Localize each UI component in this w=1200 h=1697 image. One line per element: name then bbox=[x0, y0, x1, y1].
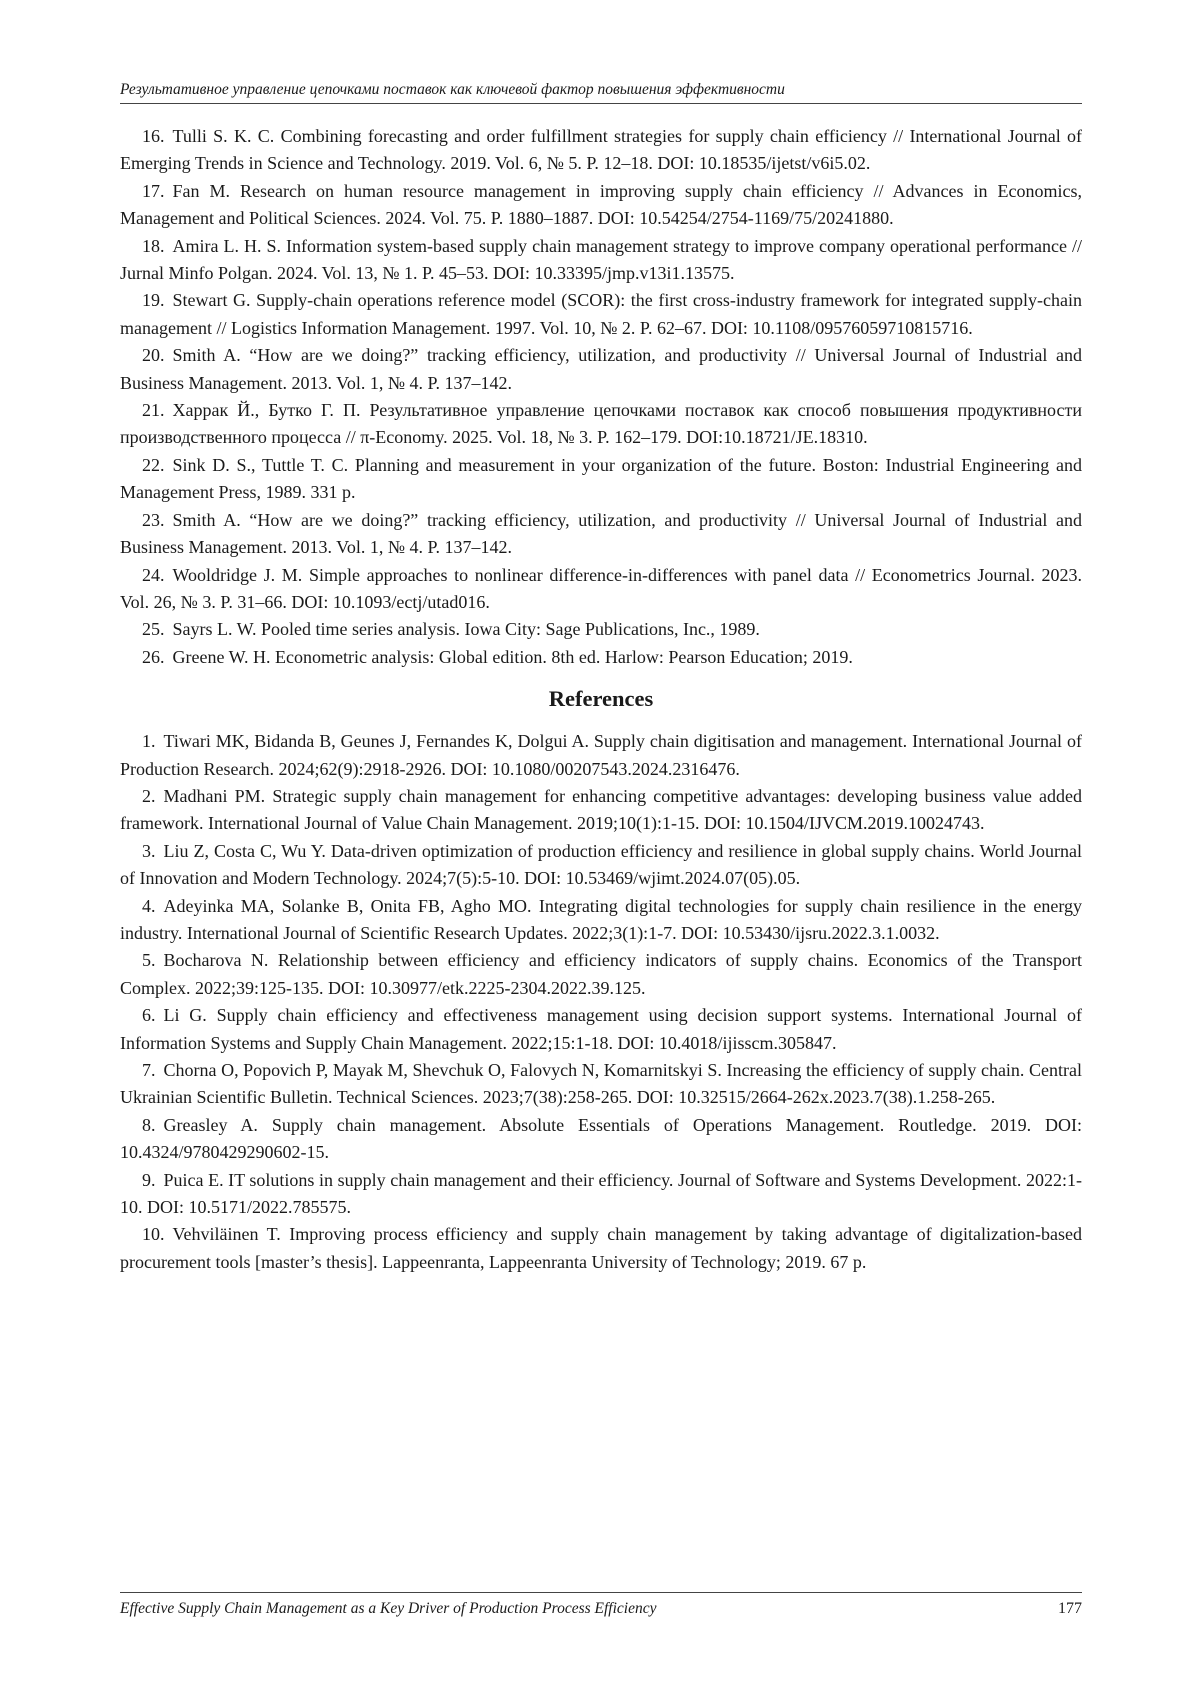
reference-text: Sayrs L. W. Pooled time series analysis. Iowa City: Sage Publications, Inc., 1989. bbox=[172, 619, 760, 640]
reference-entry bbox=[120, 616, 1082, 643]
page-body bbox=[120, 123, 1082, 1276]
reference-text: Wooldridge J. M. Simple approaches to nonlinear difference-in-differences with panel data // Econometrics Journal. 2023. Vol. 26, № 3. P. 31–66. DOI: 10.1093/ectj/utad016. bbox=[120, 564, 1082, 612]
reference-entry bbox=[120, 1057, 1082, 1112]
reference-number: 26. bbox=[142, 646, 165, 667]
reference-text: Adeyinka MA, Solanke B, Onita FB, Agho MO. Integrating digital technologies for supply chain resilience in the energy industry. International Journal of Scientific Research Updates. 2022;3(1):1-7. DOI: 10.53430/ijsru.2022.3.1.0032. bbox=[120, 895, 1082, 943]
reference-entry bbox=[120, 507, 1082, 562]
reference-text: Smith A. “How are we doing?” tracking efficiency, utilization, and productivity // Universal Journal of Industrial and Business Management. 2013. Vol. 1, № 4. P. 137–142. bbox=[120, 509, 1082, 558]
reference-number: 2. bbox=[142, 785, 156, 806]
reference-entry bbox=[120, 342, 1082, 397]
reference-entry bbox=[120, 728, 1082, 783]
reference-text: Greene W. H. Econometric analysis: Global edition. 8th ed. Harlow: Pearson Education; 2019. bbox=[172, 646, 853, 667]
reference-number: 17. bbox=[142, 180, 165, 201]
reference-number: 24. bbox=[142, 564, 165, 585]
reference-text: Chorna O, Popovich P, Mayak M, Shevchuk O, Falovych N, Komarnitskyi S. Increasing the efficiency of supply chain. Central Ukrainian Scientific Bulletin. Technical Sciences. 2023;7(38):258-265. DOI: 10.32515/2664-262x.2023.7(38).1.258-265. bbox=[120, 1060, 1082, 1108]
reference-number: 3. bbox=[142, 840, 156, 861]
reference-text: Vehviläinen T. Improving process efficiency and supply chain management by taking advantage of digitalization-based procurement tools [master’s thesis]. Lappeenranta, Lappeenranta University of Technology; 2019. 67 p. bbox=[120, 1224, 1082, 1272]
reference-entry bbox=[120, 123, 1082, 178]
reference-number: 22. bbox=[142, 454, 165, 475]
reference-text: Sink D. S., Tuttle T. C. Planning and measurement in your organization of the future. Boston: Industrial Engineering and Management Press, 1989. 331 p. bbox=[120, 454, 1082, 503]
reference-number: 5. bbox=[142, 950, 156, 971]
reference-number: 6. bbox=[142, 1005, 156, 1026]
reference-text: Fan M. Research on human resource management in improving supply chain efficiency // Advances in Economics, Management and Political Sciences. 2024. Vol. 75. P. 1880–1887. DOI: 10.54254/2754-1169/75/20241880. bbox=[120, 180, 1082, 229]
reference-entry bbox=[120, 397, 1082, 452]
reference-number: 8. bbox=[142, 1114, 156, 1135]
reference-text: Tiwari MK, Bidanda B, Geunes J, Fernandes K, Dolgui A. Supply chain digitisation and management. International Journal of Production Research. 2024;62(9):2918-2926. DOI: 10.1080/00207543.2024.2316476. bbox=[120, 731, 1082, 779]
references-heading: References bbox=[548, 686, 654, 712]
reference-text: Stewart G. Supply-chain operations reference model (SCOR): the first cross-industry framework for integrated supply-chain management // Logistics Information Management. 1997. Vol. 10, № 2. P. 62–67. DOI: 10.1108/09576059710815716. bbox=[120, 290, 1082, 338]
reference-entry bbox=[120, 562, 1082, 617]
reference-number: 10. bbox=[142, 1224, 165, 1245]
reference-text: Bocharova N. Relationship between efficiency and efficiency indicators of supply chains. Economics of the Transport Complex. 2022;39:125-135. DOI: 10.30977/etk.2225-2304.2022.39.125. bbox=[120, 950, 1082, 998]
reference-entry bbox=[120, 893, 1082, 948]
reference-text: Tulli S. K. C. Combining forecasting and order fulfillment strategies for supply chain efficiency // International Journal of Emerging Trends in Science and Technology. 2019. Vol. 6, № 5. P. 12–18. DOI: 10.18535/ijetst/v6i5.02. bbox=[120, 126, 1082, 174]
reference-entry bbox=[120, 233, 1082, 288]
reference-entry bbox=[120, 452, 1082, 507]
reference-entry bbox=[120, 838, 1082, 893]
reference-number: 1. bbox=[142, 731, 156, 752]
reference-entry bbox=[120, 1002, 1082, 1057]
reference-entry bbox=[120, 178, 1082, 233]
reference-number: 18. bbox=[142, 235, 165, 256]
reference-number: 4. bbox=[142, 895, 156, 916]
reference-number: 20. bbox=[142, 345, 165, 366]
reference-entry bbox=[120, 1221, 1082, 1276]
running-footer-title: Effective Supply Chain Management as a Key Driver of Production Process Efficiency bbox=[120, 1600, 657, 1617]
reference-text: Madhani PM. Strategic supply chain management for enhancing competitive advantages: developing business value added framework. International Journal of Value Chain Management. 2019;10(1):1-15. DOI: 10.1504/IJVCM.2019.10024743. bbox=[120, 785, 1082, 834]
page-number: 177 bbox=[1058, 1600, 1082, 1617]
reference-entry bbox=[120, 1112, 1082, 1167]
running-header bbox=[120, 80, 1082, 104]
reference-number: 19. bbox=[142, 290, 165, 311]
reference-entry bbox=[120, 783, 1082, 838]
references-list bbox=[120, 728, 1082, 1276]
reference-text: Puica E. IT solutions in supply chain management and their efficiency. Journal of Software and Systems Development. 2022:1-10. DOI: 10.5171/2022.785575. bbox=[120, 1169, 1082, 1218]
reference-number: 25. bbox=[142, 619, 165, 640]
reference-text: Liu Z, Costa C, Wu Y. Data-driven optimization of production efficiency and resilience in global supply chains. World Journal of Innovation and Modern Technology. 2024;7(5):5-10. DOI: 10.53469/wjimt.2024.07(05).05. bbox=[120, 840, 1082, 889]
reference-text: Харрак Й., Бутко Г. П. Результативное управление цепочками поставок как способ повышения продуктивности производственного процесса // π-Economy. 2025. Vol. 18, № 3. P. 162–179. DOI:10.18721/JE.18310. bbox=[120, 400, 1082, 448]
reference-number: 9. bbox=[142, 1169, 156, 1190]
reference-entry bbox=[120, 287, 1082, 342]
reference-number: 16. bbox=[142, 126, 165, 146]
source-list bbox=[120, 123, 1082, 671]
running-footer bbox=[120, 1592, 1082, 1619]
reference-text: Li G. Supply chain efficiency and effectiveness management using decision support systems. International Journal of Information Systems and Supply Chain Management. 2022;15:1-18. DOI: 10.4018/ijisscm.305847. bbox=[120, 1005, 1082, 1053]
running-header-title: Результативное управление цепочками поставок как ключевой фактор повышения эффективности bbox=[120, 81, 785, 98]
reference-entry bbox=[120, 644, 1082, 671]
reference-number: 7. bbox=[142, 1060, 156, 1080]
reference-text: Smith A. “How are we doing?” tracking efficiency, utilization, and productivity // Universal Journal of Industrial and Business Management. 2013. Vol. 1, № 4. P. 137–142. bbox=[120, 345, 1082, 393]
reference-text: Greasley A. Supply chain management. Absolute Essentials of Operations Management. Routledge. 2019. DOI: 10.4324/9780429290602-15. bbox=[120, 1114, 1082, 1163]
reference-number: 21. bbox=[142, 400, 165, 421]
reference-number: 23. bbox=[142, 509, 165, 530]
reference-entry bbox=[120, 1167, 1082, 1222]
reference-text: Amira L. H. S. Information system-based supply chain management strategy to improve company operational performance // Jurnal Minfo Polgan. 2024. Vol. 13, № 1. P. 45–53. DOI: 10.33395/jmp.v13i1.13575. bbox=[120, 235, 1082, 284]
reference-entry bbox=[120, 947, 1082, 1002]
